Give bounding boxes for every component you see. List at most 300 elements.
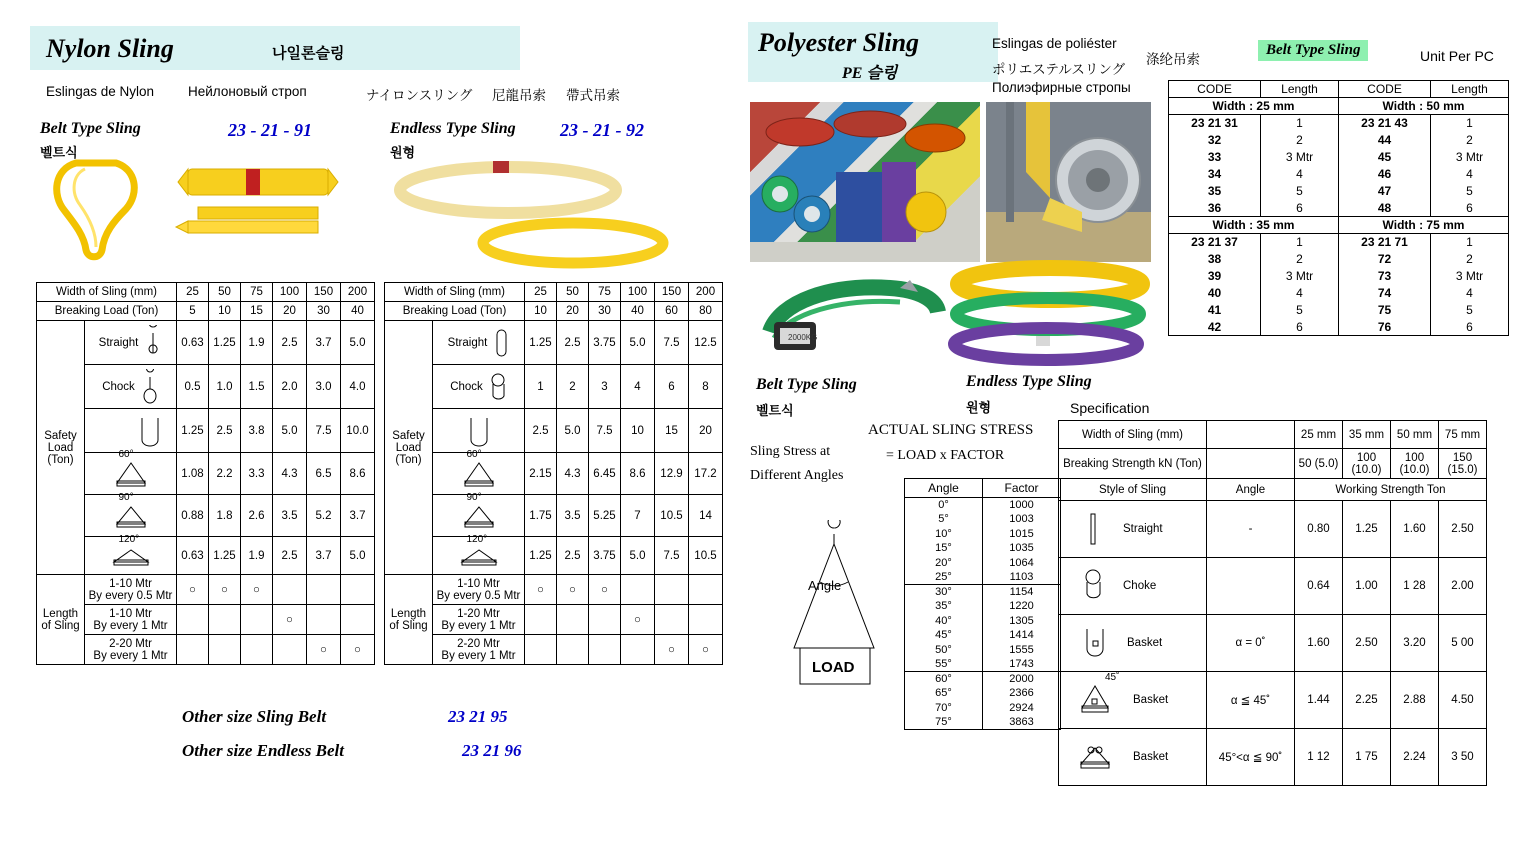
specification-table <box>1058 420 1487 786</box>
cell: 20 <box>557 302 589 321</box>
belt-width-4: 150 <box>307 283 341 302</box>
cell: 12.5 <box>689 321 723 365</box>
spec-width-2: 50 mm <box>1391 421 1439 449</box>
cell: 14 <box>689 495 723 537</box>
spec-width-0: 25 mm <box>1295 421 1343 449</box>
cell: 1.8 <box>209 495 241 537</box>
straight-sling-icon <box>144 325 162 361</box>
table-row <box>385 605 723 635</box>
green-belt-sling-illustration <box>750 262 950 372</box>
len-cell: 4 <box>1261 166 1339 183</box>
code-cell: 23 21 31 <box>1169 115 1261 132</box>
table-row <box>385 453 723 495</box>
cell: 1.60 <box>1295 615 1343 672</box>
code-cell: 36 <box>1169 200 1261 217</box>
cell: 200 <box>689 283 723 302</box>
len-cell: 3 Mtr <box>1431 149 1509 166</box>
code-cell: 44 <box>1339 132 1431 149</box>
mark <box>557 635 589 665</box>
sling-stress-line2: Different Angles <box>750 468 844 483</box>
sling-photo-overlay <box>750 102 980 262</box>
sling-stress-formula: = LOAD x FACTOR <box>886 448 1005 463</box>
cell: 2.50 <box>1343 615 1391 672</box>
spec-width-3: 75 mm <box>1439 421 1487 449</box>
code-table-wrap <box>1168 80 1509 336</box>
mark <box>621 635 655 665</box>
table-row <box>905 585 1061 600</box>
svg-text:Angle: Angle <box>808 578 842 593</box>
code-table <box>1168 80 1509 336</box>
cell: 0.80 <box>1295 501 1343 558</box>
table-row <box>1169 98 1509 115</box>
belt-break-0: 5 <box>177 302 209 321</box>
table-row <box>1169 234 1509 251</box>
table-row <box>385 302 723 321</box>
table-row <box>385 635 723 665</box>
len-cell: 6 <box>1261 319 1339 336</box>
cell: 150 <box>655 283 689 302</box>
mark <box>689 605 723 635</box>
cell: 10.0 <box>341 409 375 453</box>
mark: ○ <box>557 575 589 605</box>
mark: ○ <box>177 575 209 605</box>
len-cell: 2 <box>1431 251 1509 268</box>
belt-spec-table-wrap <box>36 282 375 665</box>
polyester-title: Polyester Sling <box>758 28 920 57</box>
cell: 20 <box>689 409 723 453</box>
cell: 8 <box>689 365 723 409</box>
cell: 2.00 <box>1439 558 1487 615</box>
mark <box>209 605 241 635</box>
cell: 5.0 <box>341 321 375 365</box>
len-cell: 6 <box>1431 200 1509 217</box>
len-line1: 2-20 Mtr <box>109 637 152 650</box>
cell: 3.7 <box>341 495 375 537</box>
table-row <box>37 495 375 537</box>
mark <box>341 575 375 605</box>
code-cell: 35 <box>1169 183 1261 200</box>
table-row <box>1169 81 1509 98</box>
factor-cell: 1000 <box>983 498 1061 513</box>
angle-cell: 65° <box>905 686 983 701</box>
other-size-sling-belt-code: 23 21 95 <box>448 707 508 726</box>
svg-text:2000KG: 2000KG <box>788 333 818 342</box>
width-75mm-header: Width : 75 mm <box>1339 217 1509 234</box>
poly-belt-caption: Belt Type Sling <box>756 376 857 393</box>
endless-length-1 <box>433 605 525 635</box>
table-row <box>1059 449 1487 479</box>
angle-cell: 55° <box>905 657 983 672</box>
table-row <box>37 453 375 495</box>
spec-break-3: 150 (15.0) <box>1439 449 1487 479</box>
factor-cell: 1103 <box>983 570 1061 585</box>
endless-style-basket-60 <box>433 448 525 495</box>
cell: 6 <box>655 365 689 409</box>
table-row <box>385 409 723 453</box>
table-row <box>1059 479 1487 501</box>
cell: 8.6 <box>621 453 655 495</box>
belt-width-1: 50 <box>209 283 241 302</box>
cell: 1.0 <box>209 365 241 409</box>
spec-break-1: 100 (10.0) <box>1343 449 1391 479</box>
cell: 3.0 <box>307 365 341 409</box>
code-cell: 33 <box>1169 149 1261 166</box>
factor-cell: 1064 <box>983 556 1061 571</box>
endless-length-label-text: Length of Sling <box>389 607 428 632</box>
angle-cell: 25° <box>905 570 983 585</box>
basket-60-icon <box>111 461 151 487</box>
spec-style-label-1: Choke <box>1123 580 1157 592</box>
cell: 3.5 <box>557 495 589 537</box>
cell: 10 <box>621 409 655 453</box>
specification-table-wrap <box>1058 420 1487 786</box>
mark: ○ <box>273 605 307 635</box>
mark <box>689 575 723 605</box>
table-row <box>1169 251 1509 268</box>
code-cell: 41 <box>1169 302 1261 319</box>
cell: 5.0 <box>621 321 655 365</box>
table-row <box>905 512 1061 527</box>
cell: 0.88 <box>177 495 209 537</box>
cell: 3.20 <box>1391 615 1439 672</box>
code-cell: 34 <box>1169 166 1261 183</box>
belt-length-label-text: Length of Sling <box>41 607 80 632</box>
cell: 10.5 <box>655 495 689 537</box>
cell: 5 00 <box>1439 615 1487 672</box>
nylon-lang-ja: ナイロンスリング <box>366 88 473 103</box>
spec-break-2: 100 (10.0) <box>1391 449 1439 479</box>
cell: 1 75 <box>1343 729 1391 786</box>
cell: 1.08 <box>177 453 209 495</box>
svg-text:LOAD: LOAD <box>812 659 855 676</box>
len-line1: 1-10 Mtr <box>109 607 152 620</box>
basket-45-icon <box>1077 682 1113 718</box>
cell: 1 12 <box>1295 729 1343 786</box>
polyester-title-korean: PE 슬링 <box>842 65 898 82</box>
endless-style-straight <box>433 321 525 365</box>
crane-photo-overlay <box>986 102 1151 262</box>
angle-cell: 30° <box>905 585 983 600</box>
mark: ○ <box>655 635 689 665</box>
cell: 1.9 <box>241 537 273 575</box>
cell: 7.5 <box>655 537 689 575</box>
basket-sling-icon <box>137 414 163 448</box>
belt-break-3: 20 <box>273 302 307 321</box>
len-cell: 3 Mtr <box>1261 149 1339 166</box>
endless-length-2 <box>433 635 525 665</box>
spec-angle-4: 45°<α ≦ 90˚ <box>1207 729 1295 786</box>
factor-cell: 3863 <box>983 715 1061 730</box>
nylon-title: Nylon Sling <box>46 34 174 63</box>
cell: 1.25 <box>1343 501 1391 558</box>
table-row <box>905 479 1061 498</box>
table-row <box>37 575 375 605</box>
table-row <box>385 321 723 365</box>
cell: 3.8 <box>241 409 273 453</box>
cell: 6.45 <box>589 453 621 495</box>
len-cell: 6 <box>1261 200 1339 217</box>
len-cell: 1 <box>1431 115 1509 132</box>
len-cell: 4 <box>1431 285 1509 302</box>
mark <box>241 605 273 635</box>
cell: 7.5 <box>655 321 689 365</box>
cell: 3.75 <box>589 537 621 575</box>
factor-cell: 2000 <box>983 672 1061 687</box>
belt-length-0 <box>85 575 177 605</box>
endless-loops-illustration <box>940 252 1160 372</box>
code-header-0: CODE <box>1169 81 1261 98</box>
spec-blank <box>1207 421 1295 449</box>
code-cell: 42 <box>1169 319 1261 336</box>
cell: 3.75 <box>589 321 621 365</box>
belt-width-2: 75 <box>241 283 273 302</box>
spec-working-label: Working Strength Ton <box>1295 479 1487 501</box>
belt-break-4: 30 <box>307 302 341 321</box>
table-row <box>1169 149 1509 166</box>
mark <box>209 635 241 665</box>
angle-factor-table <box>904 478 1061 730</box>
cell: 7.5 <box>307 409 341 453</box>
cell: 30 <box>589 302 621 321</box>
cell: 2.88 <box>1391 672 1439 729</box>
belt-style-basket-60 <box>85 448 177 495</box>
width-25mm-header: Width : 25 mm <box>1169 98 1339 115</box>
mark: ○ <box>689 635 723 665</box>
endless-style-basket-120 <box>433 533 525 575</box>
belt-style-straight <box>85 321 177 365</box>
belt-break-2: 15 <box>241 302 273 321</box>
table-row <box>37 365 375 409</box>
spec-style-basket-90 <box>1059 729 1207 786</box>
mark <box>273 635 307 665</box>
factor-cell: 2924 <box>983 701 1061 716</box>
code-header-1: Length <box>1261 81 1339 98</box>
cell: 4 <box>621 365 655 409</box>
len-cell: 2 <box>1261 132 1339 149</box>
cell: 2.24 <box>1391 729 1439 786</box>
cell: 5.0 <box>273 409 307 453</box>
nylon-sling-panel <box>0 0 760 844</box>
endless-safety-label-text: Safety Load (Ton) <box>392 429 425 466</box>
poly-endless-caption-kr: 원형 <box>966 400 992 415</box>
table-row <box>905 686 1061 701</box>
spec-angle-2: α = 0˚ <box>1207 615 1295 672</box>
endless-style-basket-90 <box>433 491 525 537</box>
sling-stress-title: ACTUAL SLING STRESS <box>868 422 1034 438</box>
angle-header: Angle <box>905 479 983 498</box>
table-row <box>1169 217 1509 234</box>
len-cell: 2 <box>1261 251 1339 268</box>
cell: 5.25 <box>589 495 621 537</box>
table-row <box>1059 729 1487 786</box>
endless-width-label: Width of Sling (mm) <box>385 283 525 302</box>
factor-header: Factor <box>983 479 1061 498</box>
cell: 5.2 <box>307 495 341 537</box>
spec-style-straight <box>1059 501 1207 558</box>
polyester-lang-ru: Полиэфирные стропы <box>992 80 1131 95</box>
len-cell: 5 <box>1261 183 1339 200</box>
code-header-3: Length <box>1431 81 1509 98</box>
table-row <box>37 409 375 453</box>
endless-type-korean: 원형 <box>390 145 416 160</box>
len-cell: 3 Mtr <box>1261 268 1339 285</box>
table-row <box>1059 501 1487 558</box>
mark: ○ <box>307 635 341 665</box>
cell: 2.5 <box>557 321 589 365</box>
basket-120-icon <box>457 546 501 566</box>
angle-cell: 15° <box>905 541 983 556</box>
table-row <box>1169 166 1509 183</box>
cell: 6.5 <box>307 453 341 495</box>
table-row <box>905 541 1061 556</box>
cell: 80 <box>689 302 723 321</box>
cell: 60 <box>655 302 689 321</box>
len-line1: 2-20 Mtr <box>457 637 500 650</box>
basket-90-icon <box>1077 742 1113 772</box>
cell: 2 <box>557 365 589 409</box>
endless-length-label <box>385 575 433 665</box>
polyester-lang-ja: ポリエステルスリング <box>992 62 1126 77</box>
spec-style-label-2: Basket <box>1127 637 1163 649</box>
factor-cell: 1035 <box>983 541 1061 556</box>
basket-60-icon <box>459 461 499 487</box>
mark <box>177 635 209 665</box>
endless-type-label: Endless Type Sling <box>390 120 516 137</box>
belt-style-basket-90 <box>85 491 177 537</box>
len-cell: 4 <box>1431 166 1509 183</box>
cell: 2.2 <box>209 453 241 495</box>
cell: 1.75 <box>525 495 557 537</box>
cell: 2.0 <box>273 365 307 409</box>
table-row <box>37 537 375 575</box>
cell: 1.60 <box>1391 501 1439 558</box>
cell: 2.5 <box>273 321 307 365</box>
basket-120-icon <box>109 546 153 566</box>
belt-length-1 <box>85 605 177 635</box>
cell: 3 <box>589 365 621 409</box>
other-size-endless-belt-label: Other size Endless Belt <box>182 741 344 760</box>
table-row <box>1169 302 1509 319</box>
belt-safety-label <box>37 321 85 575</box>
belt-safety-label-text: Safety Load (Ton) <box>44 429 77 466</box>
cell: 0.63 <box>177 321 209 365</box>
mark <box>589 635 621 665</box>
choke-icon <box>1083 568 1103 604</box>
len-line1: 1-10 Mtr <box>109 577 152 590</box>
len-cell: 1 <box>1261 234 1339 251</box>
code-cell: 23 21 43 <box>1339 115 1431 132</box>
spec-break-label: Breaking Strength kN (Ton) <box>1059 449 1207 479</box>
spec-style-label: Style of Sling <box>1059 479 1207 501</box>
nylon-lang-ru: Нейлоновый строп <box>188 84 307 99</box>
cell: 12.9 <box>655 453 689 495</box>
cell: 1.44 <box>1295 672 1343 729</box>
belt-type-code: 23 - 21 - 91 <box>228 120 312 140</box>
cell: 0.63 <box>177 537 209 575</box>
table-row <box>37 302 375 321</box>
spec-blank <box>1207 449 1295 479</box>
spec-style-choke <box>1059 558 1207 615</box>
belt-style-straight-label: Straight <box>98 336 139 349</box>
spec-angle-0: - <box>1207 501 1295 558</box>
poly-belt-caption-kr: 벨트식 <box>756 403 794 418</box>
spec-width-1: 35 mm <box>1343 421 1391 449</box>
belt-style-basket-0 <box>85 409 177 453</box>
angle-cell: 50° <box>905 643 983 658</box>
mark: ○ <box>589 575 621 605</box>
angle-factor-table-wrap <box>904 478 1061 730</box>
angle-cell: 35° <box>905 599 983 614</box>
cell: 3.7 <box>307 321 341 365</box>
cell: 40 <box>621 302 655 321</box>
nylon-lang-es: Eslingas de Nylon <box>46 84 155 99</box>
table-row <box>905 614 1061 629</box>
choke-sling-icon <box>141 369 159 405</box>
len-line1: 1-20 Mtr <box>457 607 500 620</box>
angle-120-label: 120° <box>466 533 488 545</box>
cell: 3.7 <box>307 537 341 575</box>
mark: ○ <box>525 575 557 605</box>
mark <box>273 575 307 605</box>
angle-cell: 75° <box>905 715 983 730</box>
angle-cell: 70° <box>905 701 983 716</box>
angle-90-label: 90° <box>118 491 134 503</box>
mark <box>307 605 341 635</box>
nylon-lang-zh2: 帶式吊索 <box>566 88 620 103</box>
endless-style-straight-label: Straight <box>447 336 488 349</box>
cell: 1.25 <box>525 321 557 365</box>
polyester-lang-es: Eslingas de poliéster <box>992 36 1117 51</box>
mark <box>307 575 341 605</box>
belt-width-0: 25 <box>177 283 209 302</box>
belt-spec-table <box>36 282 375 665</box>
basket-0-icon <box>1083 625 1107 661</box>
endless-break-label: Breaking Load (Ton) <box>385 302 525 321</box>
belt-type-badge: Belt Type Sling <box>1258 40 1368 61</box>
cell: 0.5 <box>177 365 209 409</box>
table-row <box>1169 200 1509 217</box>
angle-60-label: 60° <box>466 448 482 460</box>
table-row <box>905 527 1061 542</box>
len-line2: By every 1 Mtr <box>93 619 168 632</box>
nylon-lang-zh1: 尼龍吊索 <box>492 88 546 103</box>
cell: 4.3 <box>273 453 307 495</box>
factor-cell: 1003 <box>983 512 1061 527</box>
len-cell: 5 <box>1431 302 1509 319</box>
table-row <box>905 643 1061 658</box>
mark <box>525 605 557 635</box>
cell: 5.0 <box>341 537 375 575</box>
belt-width-5: 200 <box>341 283 375 302</box>
belt-length-2 <box>85 635 177 665</box>
mark <box>655 605 689 635</box>
mark: ○ <box>341 635 375 665</box>
mark <box>341 605 375 635</box>
belt-width-3: 100 <box>273 283 307 302</box>
straight-icon <box>1087 512 1099 546</box>
table-row <box>1169 132 1509 149</box>
cell: 3.3 <box>241 453 273 495</box>
spec-style-basket-0 <box>1059 615 1207 672</box>
mark <box>525 635 557 665</box>
cell: 1.9 <box>241 321 273 365</box>
cell: 15 <box>655 409 689 453</box>
endless-spec-table-wrap <box>384 282 723 665</box>
table-row <box>1059 421 1487 449</box>
table-row <box>1169 268 1509 285</box>
table-row <box>1059 558 1487 615</box>
spec-angle-3: α ≦ 45˚ <box>1207 672 1295 729</box>
